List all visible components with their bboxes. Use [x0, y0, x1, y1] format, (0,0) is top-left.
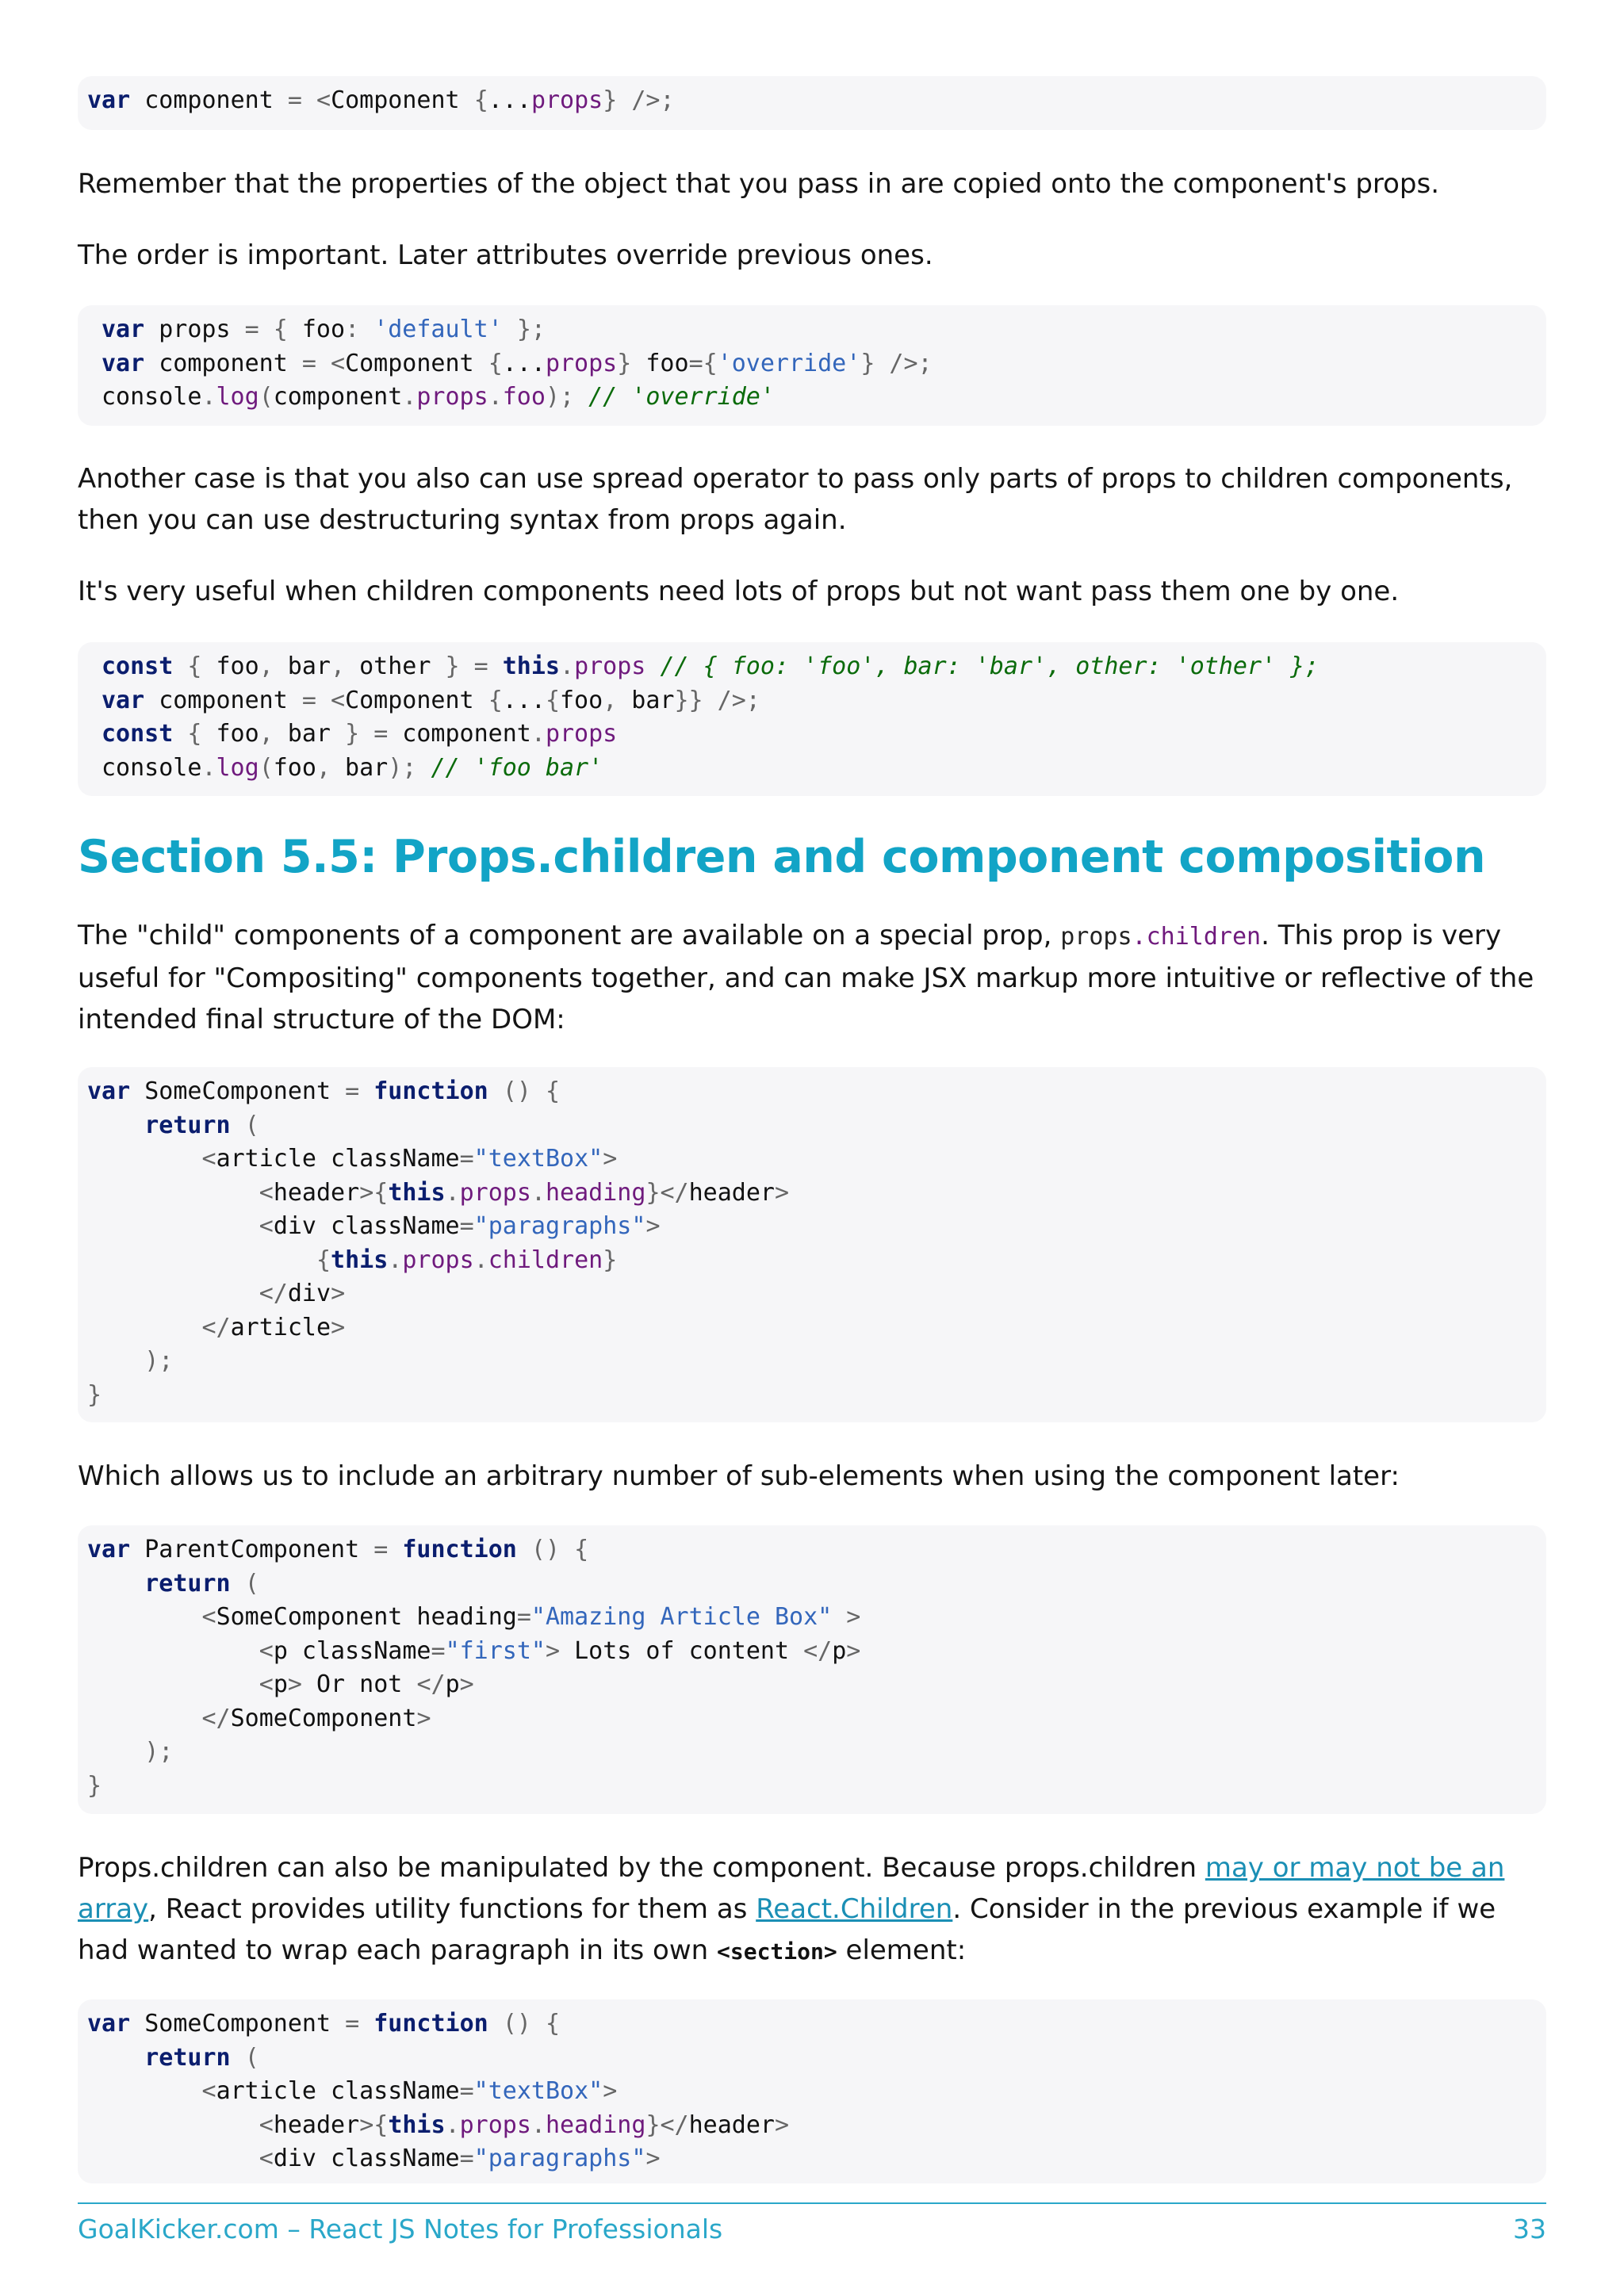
- page-number: 33: [1513, 2214, 1546, 2244]
- inline-code-section-tag: <section>: [717, 1938, 837, 1965]
- code-block-override: var props = { foo: 'default' }; var component = <Component {...props} foo={'override'} />; console.log(component.props.foo); // 'override': [78, 305, 1546, 426]
- section-title: Section 5.5: Props.children and component composition: [78, 831, 1486, 883]
- code-block-spread-props: var component = <Component {...props} />;: [78, 76, 1546, 130]
- link-react-children[interactable]: React.Children: [756, 1893, 953, 1925]
- page-footer: [78, 2202, 1546, 2244]
- code-block-destructuring: const { foo, bar, other } = this.props // { foo: 'foo', bar: 'bar', other: 'other' }; var component = <Component {...{foo, bar}} />; const { foo, bar } = component.props console.log(foo, bar); // 'foo bar': [78, 642, 1546, 796]
- paragraph-order-important: The order is important. Later attributes override previous ones.: [78, 239, 933, 271]
- link-may-or-may-not-be-array[interactable]: may or may not be an array: [78, 1852, 1505, 1925]
- paragraph-very-useful: It's very useful when children components need lots of props but not want pass them one by one.: [78, 576, 1400, 607]
- paragraph-arbitrary-subelements: Which allows us to include an arbitrary number of sub-elements when using the component later:: [78, 1460, 1400, 1492]
- footer-site-title: GoalKicker.com – React JS Notes for Professionals: [78, 2214, 723, 2244]
- code-block-somecomponent: var SomeComponent = function () { return ( <article className="textBox"> <header>{this.props.heading}</header> <div className="paragraphs"> {this.props.children} </div> </article> ); }: [78, 1067, 1546, 1422]
- inline-code-props-children: props.children: [1060, 923, 1262, 951]
- paragraph-properties-copied: Remember that the properties of the object that you pass in are copied onto the component's props.: [78, 168, 1440, 200]
- code-block-somecomponent-wrapped: var SomeComponent = function () { return ( <article className="textBox"> <header>{this.props.heading}</header> <div className="paragraphs">: [78, 1999, 1546, 2183]
- paragraph-child-components: The "child" components of a component are available on a special prop, props.children. This prop is very useful for "Compositing" components together, and can make JSX markup more intuitive or reflective of the intended final structure of the DOM:: [78, 920, 1534, 1035]
- paragraph-spread-parts: Another case is that you also can use spread operator to pass only parts of props to children components, then you can use destructuring syntax from props again.: [78, 463, 1513, 536]
- paragraph-manipulate-children: Props.children can also be manipulated by the component. Because props.children may or may not be an array, React provides utility functions for them as React.Children. Consider in the previous example if we had wanted to wrap each paragraph in its own <section> element:: [78, 1852, 1505, 1966]
- code-block-parentcomponent: var ParentComponent = function () { return ( <SomeComponent heading="Amazing Article Box" > <p className="first"> Lots of content </p> <p> Or not </p> </SomeComponent> ); }: [78, 1525, 1546, 1814]
